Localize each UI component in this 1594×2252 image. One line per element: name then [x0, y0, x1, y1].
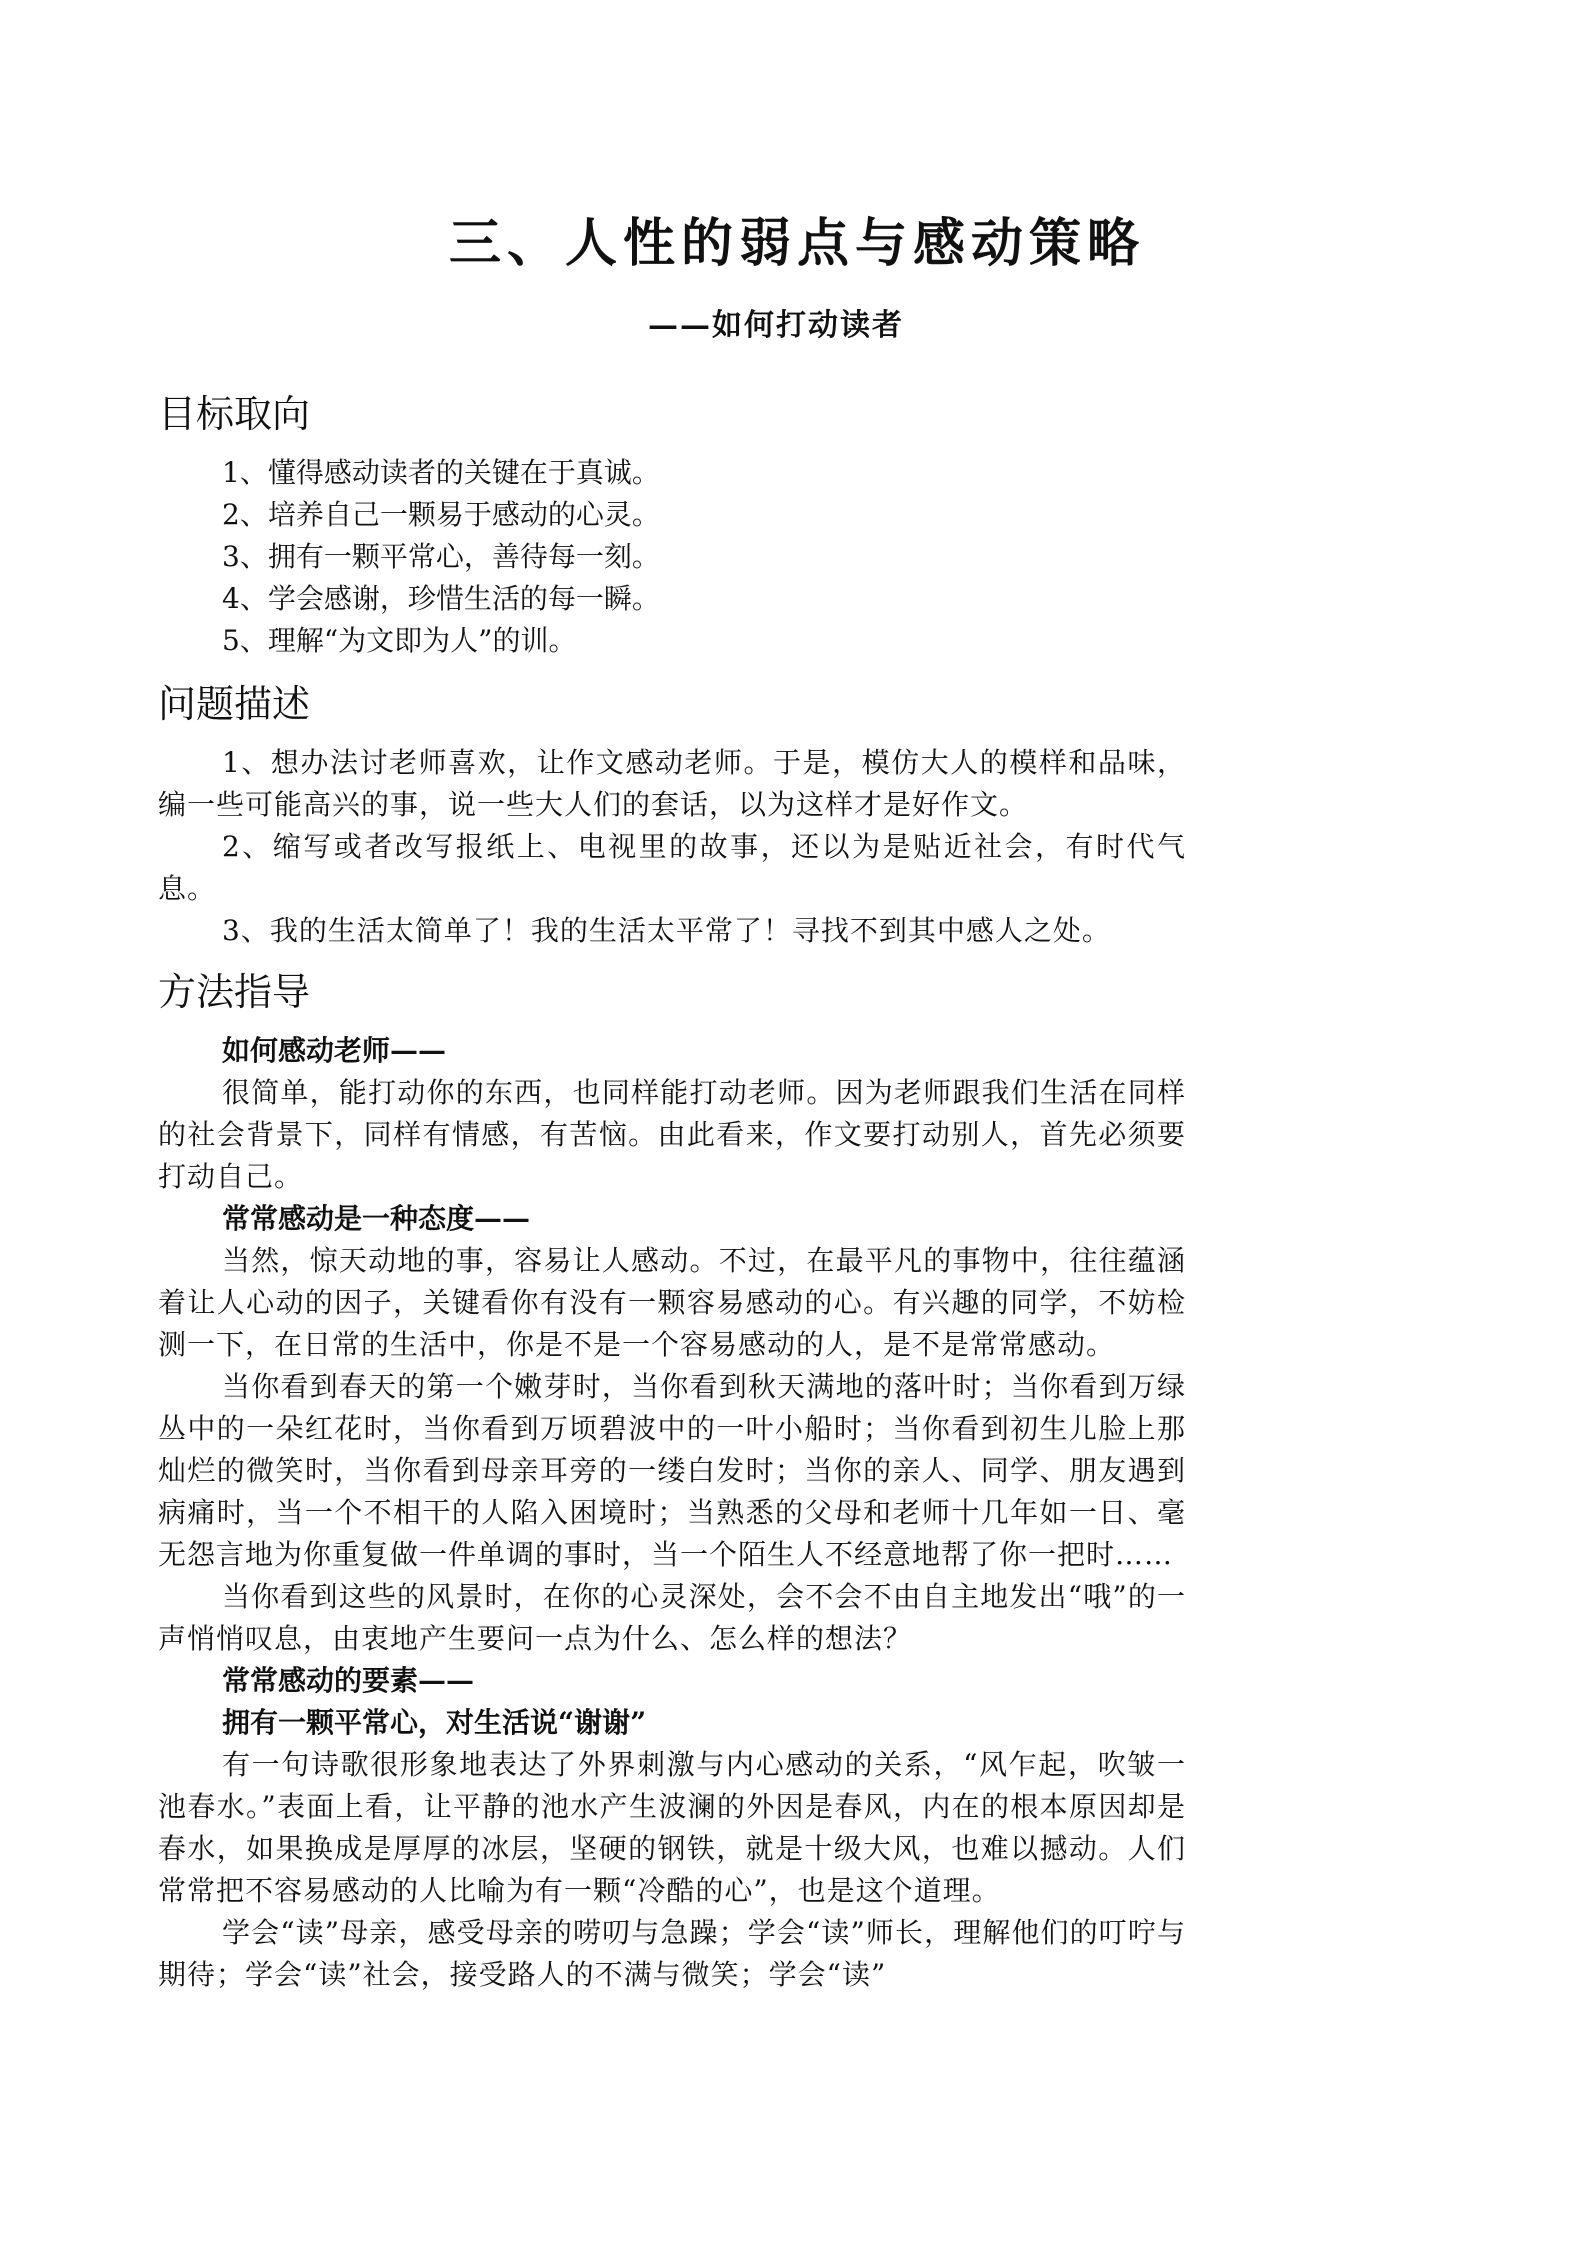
list-item: 4、学会感谢，珍惜生活的每一瞬。: [222, 582, 660, 615]
paragraph: 学会“读”母亲，感受母亲的唠叨与急躁；学会“读”师长，理解他们的叮咛与期待；学会“读”社会，接受路人的不满与微笑；学会“读”: [158, 1916, 1186, 1991]
paragraph: 很简单，能打动你的东西，也同样能打动老师。因为老师跟我们生活在同样的社会背景下，同样有情感，有苦恼。由此看来，作文要打动别人，首先必须要打动自己。: [158, 1076, 1186, 1193]
subheading: 常常感动的要素——: [222, 1664, 475, 1697]
list-item: 2、培养自己一颗易于感动的心灵。: [222, 498, 660, 531]
list-item: 1、懂得感动读者的关键在于真诚。: [222, 456, 660, 489]
methods-block: [158, 1030, 1186, 1996]
goals-list: [222, 452, 660, 662]
list-item: 5、理解“为文即为人”的训。: [222, 624, 577, 657]
paragraph: 1、想办法讨老师喜欢，让作文感动老师。于是，模仿大人的模样和品味，编一些可能高兴的事，说一些大人们的套话，以为这样才是好作文。: [158, 746, 1186, 821]
paragraph: 有一句诗歌很形象地表达了外界刺激与内心感动的关系，“风乍起，吹皱一池春水。”表面上看，让平静的池水产生波澜的外因是春风，内在的根本原因却是春水，如果换成是厚厚的冰层，坚硬的钢铁，就是十级大风，也难以撼动。人们常常把不容易感动的人比喻为有一颗“冷酷的心”，也是这个道理。: [158, 1748, 1186, 1907]
subheading: 拥有一颗平常心，对生活说“谢谢”: [222, 1706, 647, 1739]
section-heading-methods: 方法指导: [158, 970, 311, 1014]
paragraph: 2、缩写或者改写报纸上、电视里的故事，还以为是贴近社会，有时代气息。: [158, 830, 1186, 905]
subheading: 常常感动是一种态度——: [222, 1202, 531, 1235]
section-heading-problems: 问题描述: [158, 682, 311, 726]
list-item: 3、拥有一颗平常心，善待每一刻。: [222, 540, 660, 573]
paragraph: 当然，惊天动地的事，容易让人感动。不过，在最平凡的事物中，往往蕴涵着让人心动的因子，关键看你有没有一颗容易感动的心。有兴趣的同学，不妨检测一下，在日常的生活中，你是不是一个容易感动的人，是不是常常感动。: [158, 1244, 1186, 1361]
problems-block: [158, 742, 1186, 952]
page-subtitle: ——如何打动读者: [648, 308, 904, 343]
paragraph: 当你看到春天的第一个嫩芽时，当你看到秋天满地的落叶时；当你看到万绿丛中的一朵红花时，当你看到万顷碧波中的一叶小船时；当你看到初生儿脸上那灿烂的微笑时，当你看到母亲耳旁的一缕白发时；当你的亲人、同学、朋友遇到病痛时，当一个不相干的人陷入困境时；当熟悉的父母和老师十几年如一日、毫无怨言地为你重复做一件单调的事时，当一个陌生人不经意地帮了你一把时……: [158, 1370, 1186, 1571]
paragraph: 当你看到这些的风景时，在你的心灵深处，会不会不由自主地发出“哦”的一声悄悄叹息，由衷地产生要问一点为什么、怎么样的想法？: [158, 1580, 1186, 1655]
subheading: 如何感动老师——: [222, 1034, 447, 1067]
paragraph: 3、我的生活太简单了！我的生活太平常了！寻找不到其中感人之处。: [222, 914, 1111, 947]
page-title: 三、人性的弱点与感动策略: [448, 213, 1145, 274]
section-heading-goals: 目标取向: [158, 392, 311, 436]
